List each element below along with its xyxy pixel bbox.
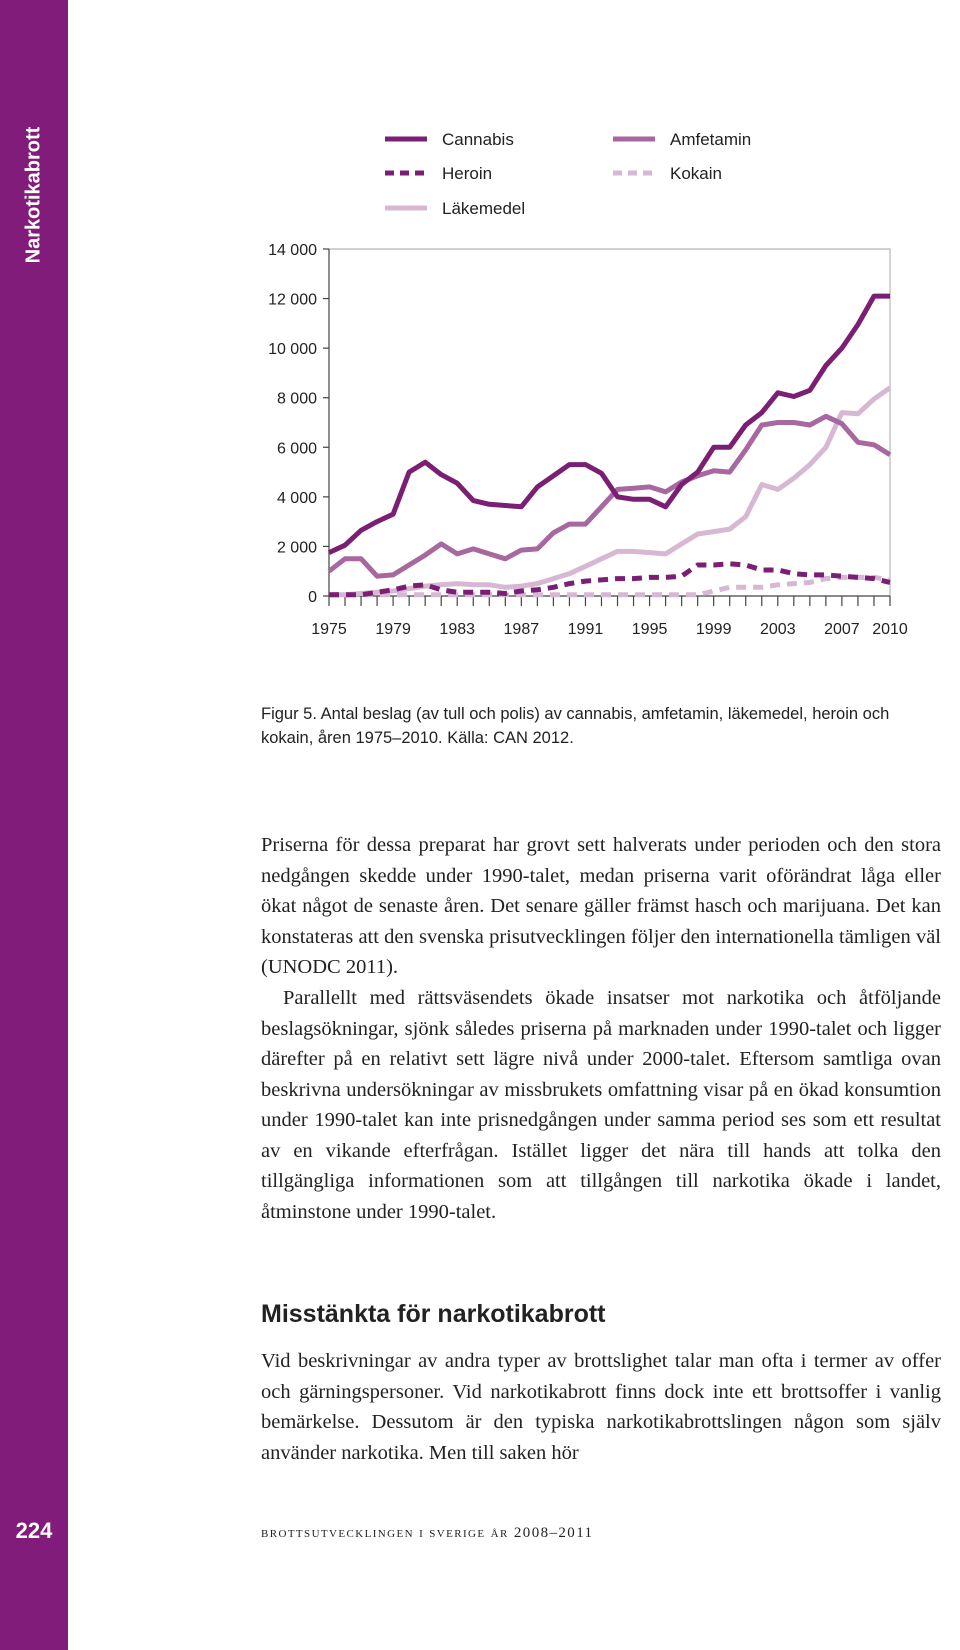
figure-caption: Figur 5. Antal beslag (av tull och polis) av cannabis, amfetamin, läkemedel, heroin och kokain, åren 1975–2010. Källa: CAN 2012. [261,705,890,747]
x-tick-label: 2003 [760,621,796,638]
y-tick-label: 4 000 [276,489,317,507]
section-heading: Misstänkta för narkotikabrott [261,1300,606,1328]
section-paragraph: Vid beskrivningar av andra typer av brottslighet talar man ofta i termer av offer och gärningspersoner. Vid narkotikabrott finns dock inte ett brottsoffer i vanlig bemärkelse. Dessutom är den typiska narkotikabrottslingen någon som själv använder narkotika. Men till saken hör [261,1350,941,1464]
sidebar [0,0,68,1650]
x-tick-label: 1979 [375,621,411,638]
legend-label: Läkemedel [442,199,526,218]
x-tick-label: 1987 [503,621,540,638]
y-tick-label: 8 000 [276,390,317,408]
x-tick-label: 1983 [439,621,476,638]
y-tick-label: 2 000 [276,539,317,557]
y-tick-label: 0 [308,589,317,606]
series-line-amfetamin [329,416,890,576]
y-tick-label: 12 000 [268,291,317,309]
page-number: 224 [15,1518,53,1543]
x-tick-label: 1995 [631,621,668,638]
running-footer: brottsutvecklingen i sverige år 2008–2011 [261,1525,594,1541]
y-tick-label: 6 000 [276,440,317,458]
x-tick-label: 1975 [311,621,347,638]
legend-label: Cannabis [442,130,514,149]
y-tick-label: 10 000 [268,341,317,359]
sidebar-title: Narkotikabrott [22,126,45,264]
legend-label: Kokain [670,164,722,183]
legend-label: Heroin [442,164,493,183]
x-tick-label: 2010 [872,621,908,638]
y-tick-label: 14 000 [268,242,317,259]
legend-label: Amfetamin [670,130,752,149]
paragraph-2: Parallellt med rättsväsendets ökade insatser mot narkotika och åtföljande beslagsökningar, sjönk således priserna på marknaden under 1990-talet och ligger därefter på en relativt sett lägre nivå under 2000-talet. Eftersom samtliga ovan beskrivna undersökningar av missbrukets omfattning visar på en ökad konsumtion under 1990-talet kan inte prisnedgången under samma period ses som ett resultat av en vikande efterfrågan. Istället ligger det nära till hands att tolka den tillgängliga informationen som att tillgången till narkotika ökade i landet, åtminstone under 1990-talet. [261,987,941,1223]
x-tick-label: 1991 [567,621,604,638]
paragraph-1: Priserna för dessa preparat har grovt sett halverats under perioden och den stora nedgången skedde under 1990-talet, medan priserna varit oförändrat låga eller ökat något de senaste åren. Det senare gäller främst hasch och marijuana. Det kan konstateras att den svenska prisutvecklingen följer den internationella tämligen väl (UNODC 2011). [261,834,941,978]
line-chart [240,120,940,665]
x-tick-label: 2007 [824,621,860,638]
x-tick-label: 1999 [695,621,732,638]
